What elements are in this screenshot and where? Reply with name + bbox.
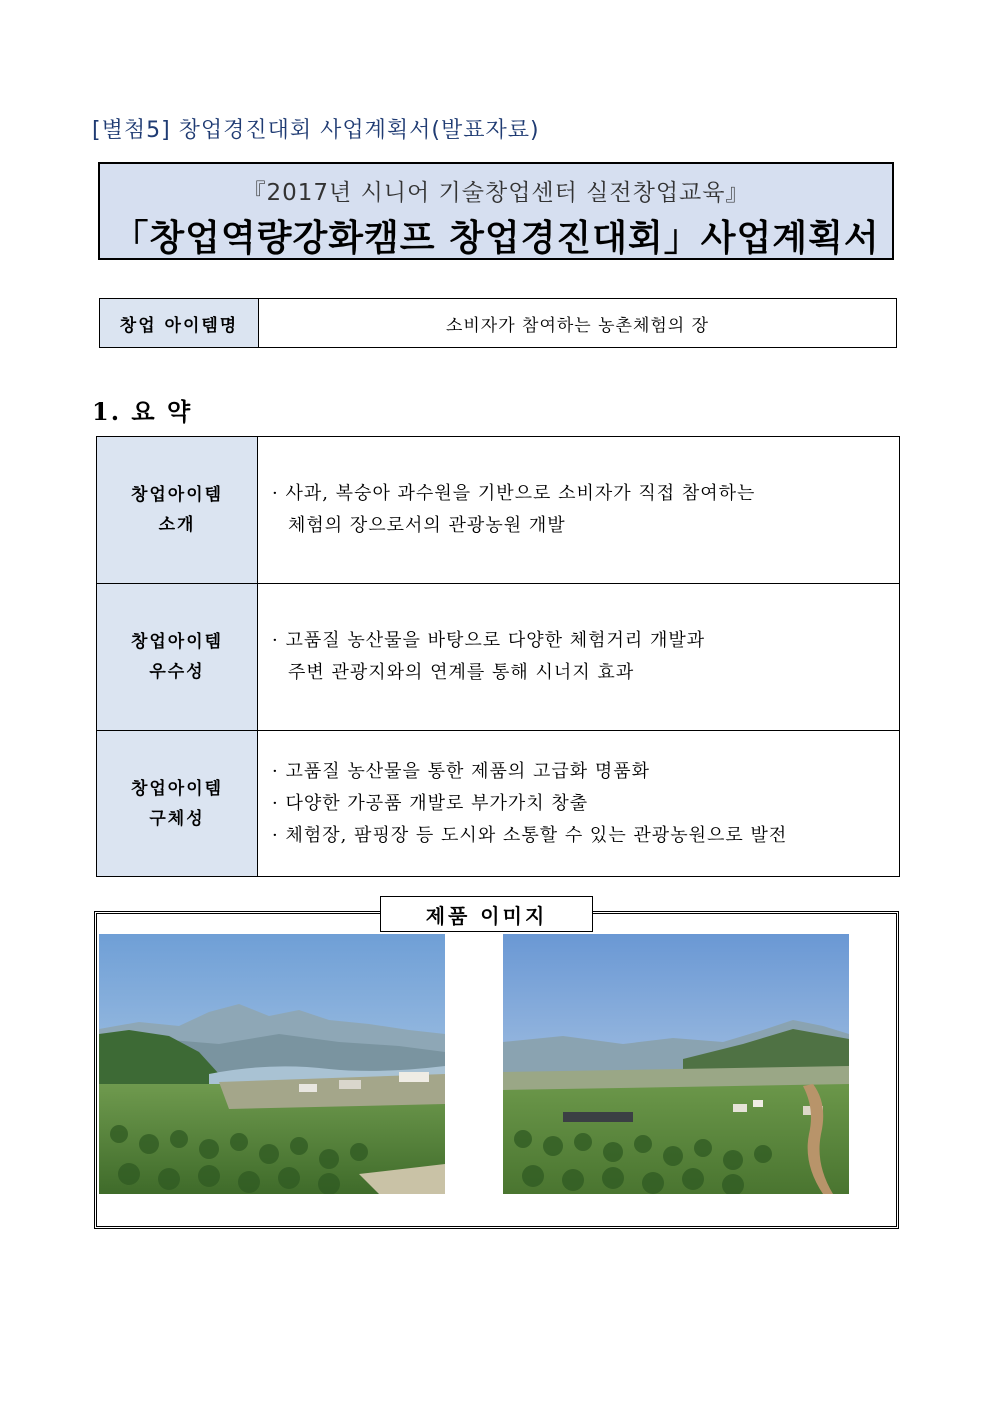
attachment-title: [별첨5] 창업경진대회 사업계획서(발표자료) xyxy=(92,118,540,143)
summary-content xyxy=(258,584,899,730)
summary-label xyxy=(97,584,258,730)
startup-item-row xyxy=(99,298,897,348)
plan-title-box xyxy=(98,162,894,260)
summary-row-excellence xyxy=(97,584,899,731)
summary-table xyxy=(96,436,900,877)
orchard-photo-valley-village xyxy=(503,934,849,1194)
summary-line: 주변 관광지와의 연계를 통해 시너지 효과 xyxy=(288,662,635,683)
startup-item-value: 소비자가 참여하는 농촌체험의 장 xyxy=(445,315,710,336)
summary-label xyxy=(97,437,258,583)
orchard-photo-river-valley xyxy=(99,934,445,1194)
summary-label-line: 소개 xyxy=(158,515,196,535)
summary-content xyxy=(258,437,899,583)
summary-line: 체험의 장으로서의 관광농원 개발 xyxy=(288,515,566,536)
summary-label xyxy=(97,731,258,876)
summary-line: · 다양한 가공품 개발로 부가가치 창출 xyxy=(272,792,589,814)
summary-line: · 고품질 농산물을 바탕으로 다양한 체험거리 개발과 xyxy=(272,630,706,651)
summary-line: · 체험장, 팜핑장 등 도시와 소통할 수 있는 관광농원으로 발전 xyxy=(272,824,788,846)
summary-label-line: 우수성 xyxy=(149,662,205,682)
summary-line: · 사과, 복숭아 과수원을 기반으로 소비자가 직접 참여하는 xyxy=(272,483,756,504)
summary-label-line: 창업아이템 xyxy=(130,485,224,505)
summary-row-intro xyxy=(97,437,899,584)
summary-line: · 고품질 농산물을 통한 제품의 고급화 명품화 xyxy=(272,760,651,782)
plan-title: 「창업역량강화캠프 창업경진대회」사업계획서 xyxy=(112,218,880,259)
summary-label-line: 창업아이템 xyxy=(130,778,224,799)
summary-label-line: 창업아이템 xyxy=(130,632,224,652)
summary-row-concreteness xyxy=(97,731,899,876)
summary-label-line: 구체성 xyxy=(149,808,205,829)
product-image-caption: 제품 이미지 xyxy=(380,896,593,932)
startup-item-label: 창업 아이템명 xyxy=(100,299,259,347)
section-title-summary: 1. 요 약 xyxy=(92,397,193,426)
summary-content xyxy=(258,731,899,876)
plan-subtitle: 『2017년 시니어 기술창업센터 실전창업교육』 xyxy=(242,180,750,206)
